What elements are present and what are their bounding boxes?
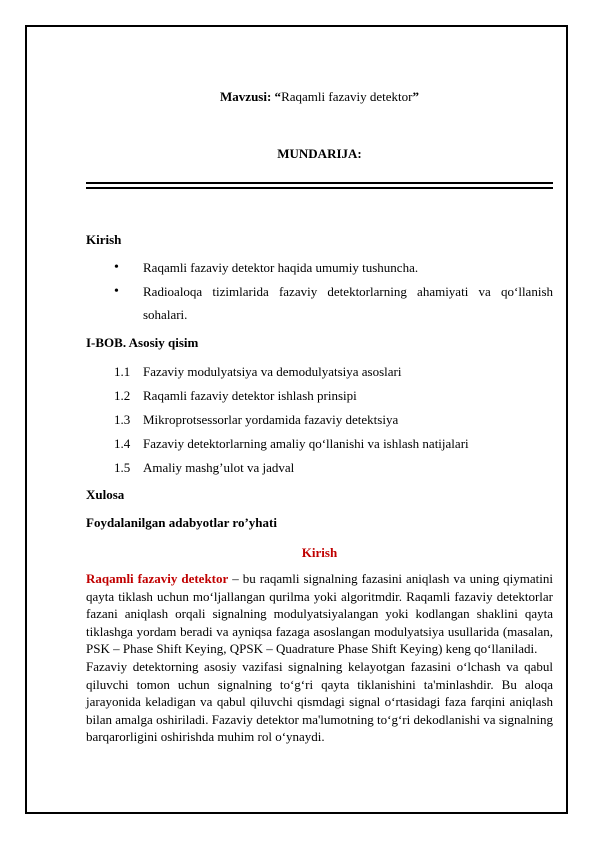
item-number: 1.1 [114, 364, 131, 379]
toc-bullet-item [86, 280, 553, 326]
toc-heading: MUNDARIJA: [277, 146, 362, 161]
toc-chapter-heading: I-BOB. Asosiy qisim [86, 335, 199, 350]
title-label: Mavzusi: “ [220, 89, 282, 104]
toc-bullet-item [86, 256, 553, 279]
paragraph-text: – bu raqamli signalning fazasini aniqlash va uning qiymatini qayta tiklash uchun mo‘ljallangan qurilma yoki algoritmdir. Raqamli fazaviy detektorlar fazani aniqlash orqali signalning modulyatsiyalangan yoki kodlangan shaklini qayta tiklashga yordam beradi va ayniqsa fazaga asoslangan modulyatsiya usullarida (masalan, PSK – Phase Shift Keying, QPSK – Quadrature Phase Shift Keying) keng qo‘llaniladi. [86, 571, 554, 657]
item-text: Mikroprotsessorlar yordamida fazaviy detektsiya [143, 412, 399, 427]
toc-conclusion: Xulosa [86, 487, 125, 502]
toc-numbered-item [114, 412, 398, 428]
double-rule-divider [86, 182, 553, 189]
toc-numbered-item [114, 436, 469, 452]
toc-bullet-text: Radioaloqa tizimlarida fazaviy detektorlarning ahamiyati va qo‘llanish sohalari. [143, 284, 553, 322]
item-number: 1.5 [114, 460, 131, 475]
page-title [86, 89, 553, 105]
item-text: Amaliy mashg’ulot va jadval [143, 460, 295, 475]
title-text: Raqamli fazaviy detektor [281, 89, 413, 104]
item-text: Raqamli fazaviy detektor ishlash prinsipi [143, 388, 357, 403]
toc-numbered-item [114, 364, 402, 380]
paragraph [86, 570, 553, 658]
item-text: Fazaviy modulyatsiya va demodulyatsiya asoslari [143, 364, 402, 379]
item-text: Fazaviy detektorlarning amaliy qo‘llanishi va ishlash natijalari [143, 436, 469, 451]
toc-numbered-item [114, 388, 357, 404]
item-number: 1.3 [114, 412, 131, 427]
title-close-quote: ” [412, 89, 419, 104]
section-body [86, 570, 553, 746]
toc-intro-heading: Kirish [86, 232, 122, 247]
bullet-icon: • [114, 260, 119, 275]
toc-numbered-item [114, 460, 294, 476]
lead-term: Raqamli fazaviy detektor [86, 571, 229, 586]
item-number: 1.4 [114, 436, 131, 451]
paragraph: Fazaviy detektorning asosiy vazifasi signalning kelayotgan fazasini o‘lchash va qabul qiluvchi tomon uchun signalning to‘g‘ri qayta tiklanishini ta'minlashdir. Bu aloqa jarayonida keladigan va qabul qiluvchi qismdagi signal o‘rtasidagi faza farqini aniqlash bilan amalga oshiriladi. Fazaviy detektor ma'lumotning to‘g‘ri dekodlanishi va signalning barqarorligini oshirishda muhim rol o‘ynaydi. [86, 658, 553, 745]
section-title: Kirish [301, 545, 338, 560]
item-number: 1.2 [114, 388, 131, 403]
toc-references: Foydalanilgan adabyotlar ro’yhati [86, 515, 277, 530]
bullet-icon: • [114, 284, 119, 299]
toc-bullet-text: Raqamli fazaviy detektor haqida umumiy tushuncha. [143, 260, 419, 275]
